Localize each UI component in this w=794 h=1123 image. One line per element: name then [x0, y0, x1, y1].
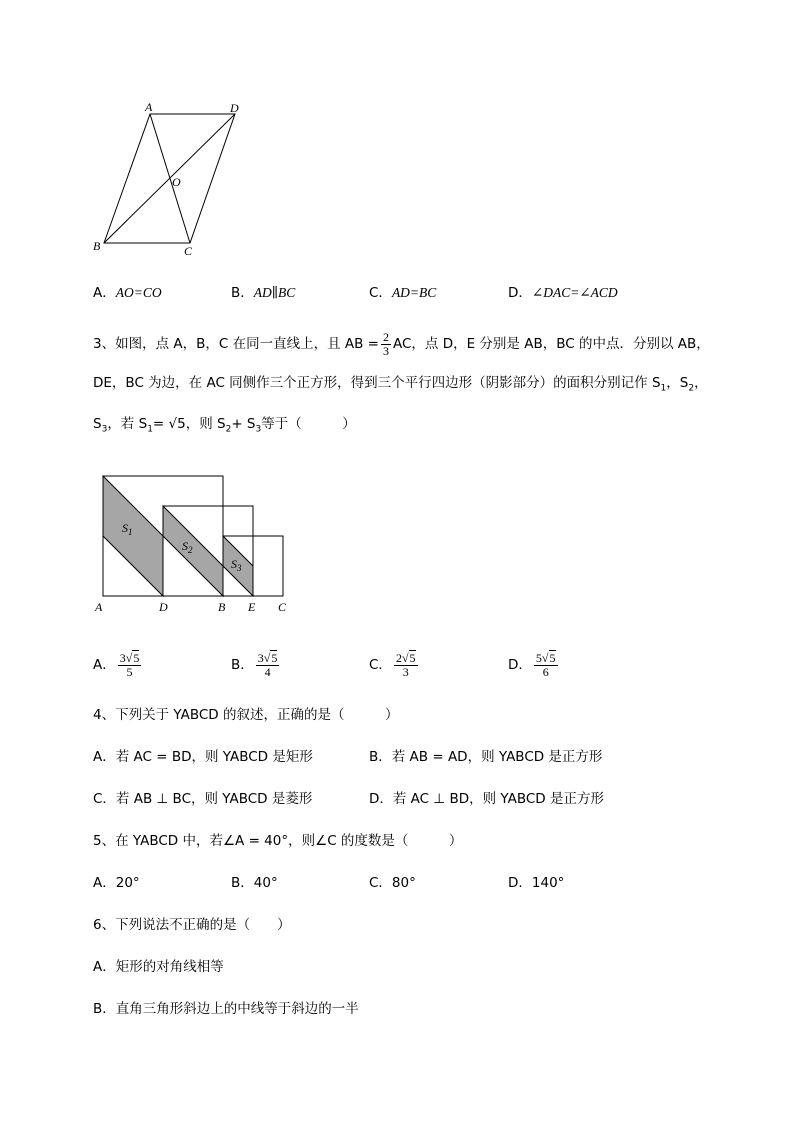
q5-option-c: C．80° [369, 875, 416, 891]
q6-stem: 6、下列说法不正确的是（ ） [93, 917, 291, 933]
q2-option-a: A．AO=CO [93, 285, 162, 301]
shaded-parallelogram-s1 [103, 476, 163, 596]
label-c: C [278, 600, 287, 614]
q5-option-a: A．20° [93, 875, 140, 891]
q3-option-a: A． $\frac{3√5}{5}$ [93, 650, 140, 679]
q4-option-d: D．若 AC ⊥ BD，则 YABCD 是正方形 [369, 791, 604, 807]
q6-option-a: A．矩形的对角线相等 [93, 959, 224, 975]
q3-option-c: C． $\frac{2√5}{3}$ [369, 650, 416, 679]
label-o: O [172, 175, 181, 189]
q2-option-c: C．AD=BC [369, 285, 437, 301]
shaded-parallelogram-s2 [163, 506, 223, 596]
label-b: B [218, 600, 226, 614]
label-s1: $S_1$ [122, 521, 133, 537]
label-e: E [248, 600, 256, 614]
q3-option-d: D． $\frac{5√5}{6}$ [508, 650, 556, 679]
q2-parallelogram-figure [85, 98, 255, 263]
q6-option-b: B．直角三角形斜边上的中线等于斜边的一半 [93, 1001, 359, 1017]
q3-fraction: $\frac{2}{3}$ [383, 329, 389, 358]
q4-option-a: A．若 AC = BD，则 YABCD 是矩形 [93, 749, 313, 765]
q5-option-b: B．40° [231, 875, 278, 891]
q2-option-b: B．AD∥BC [231, 285, 296, 301]
label-a: A [145, 100, 153, 114]
label-s2: $S_2$ [182, 539, 193, 555]
q5-option-d: D．140° [508, 875, 565, 891]
q3-stem-line3: $S_3$，若 $S_1= √5$，则 $S_2+ S_3$等于（ ） [93, 416, 356, 435]
q3-stem-line2: DE，BC 为边，在 AC 同侧作三个正方形，得到三个平行四边形（阴影部分）的面积分别记作 $S_1$，$S_2$， [93, 375, 708, 394]
q5-stem: 5、在 YABCD 中，若∠A = 40°，则∠C 的度数是（ ） [93, 833, 463, 849]
q4-stem: 4、下列关于 YABCD 的叙述，正确的是（ ） [93, 707, 399, 723]
q3-option-b: B． $\frac{3√5}{4}$ [231, 650, 278, 679]
label-c: C [184, 244, 193, 258]
q2-option-d: D．∠DAC=∠ACD [508, 285, 618, 301]
label-d: D [159, 600, 168, 614]
q3-squares-figure [90, 470, 300, 620]
diagonal-bd [104, 114, 235, 243]
label-a: A [95, 600, 103, 614]
q3-stem-line1: 3、如图，点 A，B，C 在同一直线上，且 AB = $\frac{2}{3}$ AC，点 D，E 分别是 AB，BC 的中点．分别以 AB， [93, 329, 710, 358]
label-s3: $S_3$ [231, 557, 242, 573]
label-b: B [93, 239, 101, 253]
q4-option-b: B．若 AB = AD，则 YABCD 是正方形 [369, 749, 603, 765]
label-d: D [230, 101, 239, 115]
q4-option-c: C．若 AB ⊥ BC，则 YABCD 是菱形 [93, 791, 313, 807]
